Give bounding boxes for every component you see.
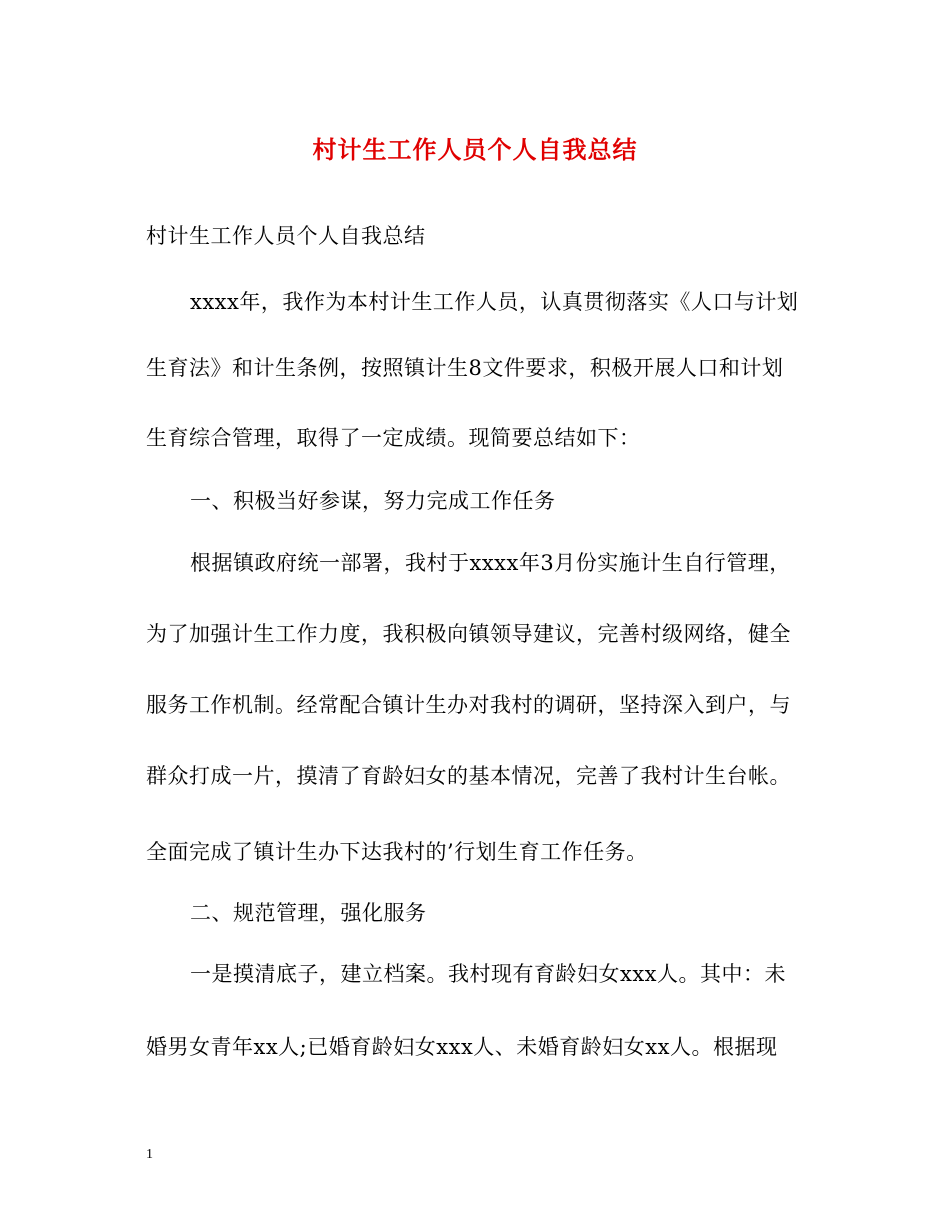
paragraph-line: 为了加强计生工作力度，我积极向镇领导建议，完善村级网络，健全 bbox=[146, 622, 791, 646]
paragraph-line: 生育法》和计生条例，按照镇计生8文件要求，积极开展人口和计划 bbox=[146, 356, 784, 380]
document-title: 村计生工作人员个人自我总结 bbox=[312, 135, 638, 164]
section-heading: 二、规范管理，强化服务 bbox=[190, 901, 427, 925]
paragraph-line: 根据镇政府统一部署，我村于xxxx年3月份实施计生自行管理， bbox=[190, 551, 791, 575]
paragraph-line: 生育综合管理，取得了一定成绩。现简要总结如下： bbox=[146, 426, 641, 450]
paragraph-line: 村计生工作人员个人自我总结 bbox=[146, 224, 426, 248]
paragraph-line: 一是摸清底子，建立档案。我村现有育龄妇女xxx人。其中：未 bbox=[190, 962, 787, 986]
paragraph-line: 婚男女青年xx人;已婚育龄妇女xxx人、未婚育龄妇女xx人。根据现 bbox=[146, 1035, 778, 1059]
paragraph-line: 全面完成了镇计生办下达我村的’行划生育工作任务。 bbox=[146, 840, 648, 864]
paragraph-line: 群众打成一片，摸清了育龄妇女的基本情况，完善了我村计生台帐。 bbox=[146, 764, 791, 788]
section-heading: 一、积极当好参谋，努力完成工作任务 bbox=[190, 489, 556, 513]
paragraph-line: xxxx年，我作为本村计生工作人员，认真贯彻落实《人口与计划 bbox=[190, 290, 799, 314]
paragraph-line: 服务工作机制。经常配合镇计生办对我村的调研，坚持深入到户，与 bbox=[146, 693, 791, 717]
page-number: 1 bbox=[146, 1147, 153, 1162]
